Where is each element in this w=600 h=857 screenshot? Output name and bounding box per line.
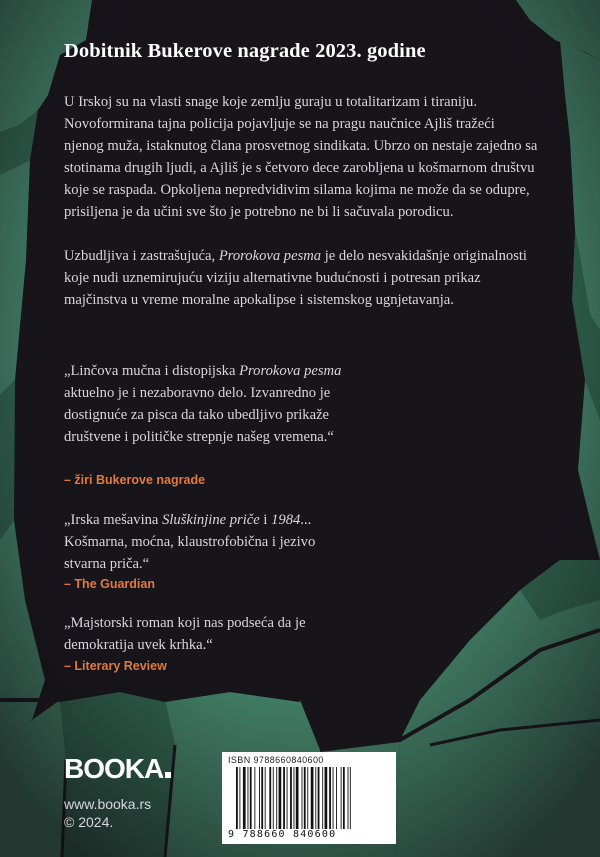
quote-source-booker: – žiri Bukerove nagrade — [64, 473, 206, 487]
publisher-website: www.booka.rs — [64, 796, 152, 812]
logo-dot — [165, 772, 171, 778]
quote-text: aktuelno je i nezaboravno delo. Izvanredno je dostignuće za pisca da tako ubedljivo prikaže društvene i političke strepnje našeg vremena.“ — [64, 385, 334, 445]
quote-source-guardian: – The Guardian — [64, 577, 155, 591]
review-quote-guardian — [64, 509, 354, 575]
quote-italic-title: Sluškinjine priče — [162, 512, 260, 528]
isbn-barcode — [222, 752, 396, 844]
summary-text-start: Uzbudljiva i zastrašujuća, — [64, 248, 219, 264]
publisher-info — [64, 795, 151, 831]
quote-italic-title: 1984 — [271, 512, 301, 528]
barcode-bars — [236, 767, 386, 829]
publisher-logo-text: BOOKA — [64, 753, 164, 784]
quote-text: ... Košmarna, moćna, klaustrofobična i jezivo stvarna priča.“ — [64, 512, 316, 572]
quote-text: „Linčova mučna i distopijska — [64, 363, 240, 379]
review-quote-booker — [64, 360, 354, 448]
isbn-label: ISBN 9788660840600 — [228, 755, 324, 765]
barcode-digits: 9 788660 840600 — [228, 829, 337, 840]
quote-italic-title: Prorokova pesma — [239, 363, 342, 379]
book-title: Prorokova pesma — [218, 248, 322, 264]
award-headline: Dobitnik Bukerove nagrade 2023. godine — [64, 40, 426, 62]
summary-text-end: je delo nesvakidašnje originalnosti koje nudi uznemirujuću viziju alternativne budućnosti i potresan prikaz majčinstva u vreme moralne apokalipse i sistemskog ugnjetavanja. — [64, 248, 527, 308]
review-quote-literary-review: „Majstorski roman koji nas podseća da je demokratija uvek krhka.“ — [64, 615, 306, 653]
quote-text: „Irska mešavina — [64, 512, 163, 528]
quote-text: i — [259, 512, 272, 528]
synopsis-paragraph: U Irskoj su na vlasti snage koje zemlju guraju u totalitarizam i tiraniju. Novoformirana tajna policija pojavljuje se na pragu naučnice Ajliš tražeći njenog muža, istaknutog člana prosvetnog sindikata. Ubrzo on nestaje zajedno sa stotinama drugih ljudi, a Ajliš je s četvoro dece zarobljena u košmarnom društvu koje se raspada. Opkoljena nepredvidivim silama kojima ne može da se odupre, prisiljena je da učini sve što je potrebno ne bi li sačuvala porodicu. — [64, 94, 538, 220]
publisher-logo — [64, 754, 171, 784]
publisher-copyright: © 2024. — [64, 814, 114, 830]
summary-paragraph — [64, 245, 538, 311]
quote-source-literary-review: – Literary Review — [64, 659, 167, 673]
